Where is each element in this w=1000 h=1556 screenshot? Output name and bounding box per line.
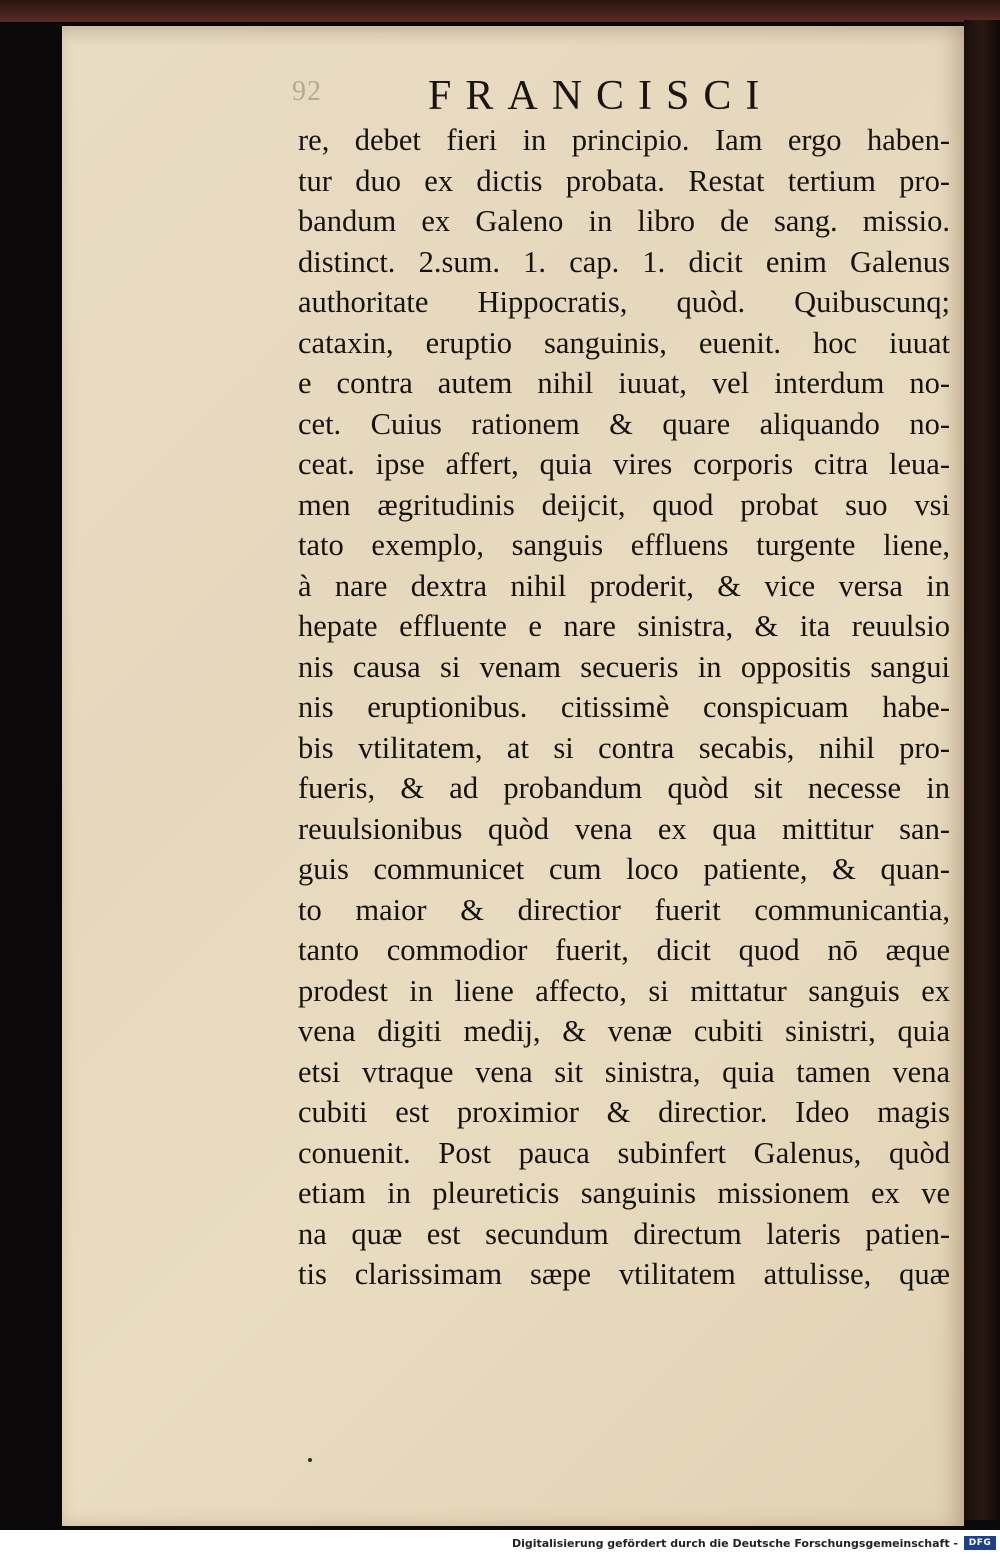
text-line: nis eruptionibus. citissimè conspicuam habe-	[298, 690, 950, 724]
body-text	[298, 120, 950, 1295]
text-line: conuenit. Post pauca subinfert Galenus, quòd	[298, 1135, 950, 1170]
text-line: tis clarissimam sæpe vtilitatem attulisse, quæ	[298, 1257, 950, 1291]
text-line: à nare dextra nihil proderit, & vice versa in	[298, 568, 950, 603]
text-line: fueris, & ad probandum quòd sit necesse in	[298, 771, 950, 805]
text-line: nis causa si venam secueris in oppositis sangui	[298, 649, 950, 684]
text-line: tur duo ex dictis probata. Restat tertium pro-	[298, 163, 950, 198]
page-number: 92	[292, 76, 322, 107]
funding-credit: Digitalisierung gefördert durch die Deutsche Forschungsgemeinschaft -	[511, 1537, 958, 1550]
text-line: etiam in pleureticis sanguinis missionem ex ve	[298, 1176, 950, 1210]
text-line: reuulsionibus quòd vena ex qua mittitur san-	[298, 811, 950, 846]
text-line: distinct. 2.sum. 1. cap. 1. dicit enim Galenus	[298, 244, 950, 279]
ink-speck	[308, 1458, 312, 1462]
text-line: cataxin, eruptio sanguinis, euenit. hoc iuuat	[298, 325, 950, 360]
text-line: ceat. ipse affert, quia vires corporis citra leua-	[298, 447, 950, 481]
text-line: tato exemplo, sanguis effluens turgente liene,	[298, 528, 950, 562]
text-line: vena digiti medij, & venæ cubiti sinistri, quia	[298, 1014, 950, 1048]
text-line: bandum ex Galeno in libro de sang. missio.	[298, 204, 950, 238]
text-line: men ægritudinis deijcit, quod probat suo vsi	[298, 487, 950, 522]
text-line: etsi vtraque vena sit sinistra, quia tamen vena	[298, 1054, 950, 1089]
book-fore-edge	[964, 20, 1000, 1520]
text-line: cet. Cuius rationem & quare aliquando no-	[298, 406, 950, 441]
book-top-edge	[0, 0, 1000, 22]
text-line: prodest in liene affecto, si mittatur sanguis ex	[298, 973, 950, 1008]
text-line: na quæ est secundum directum lateris patien-	[298, 1216, 950, 1251]
text-line: re, debet fieri in principio. Iam ergo haben-	[298, 123, 950, 157]
dfg-logo: DFG	[964, 1536, 996, 1550]
text-line: bis vtilitatem, at si contra secabis, nihil pro-	[298, 730, 950, 765]
running-head: FRANCISCI	[428, 73, 774, 119]
text-line: guis communicet cum loco patiente, & quan-	[298, 852, 950, 886]
text-line: cubiti est proximior & directior. Ideo magis	[298, 1095, 950, 1129]
text-line: authoritate Hippocratis, quòd. Quibuscunq;	[298, 285, 950, 319]
text-line: hepate effluente e nare sinistra, & ita reuulsio	[298, 609, 950, 643]
text-line: tanto commodior fuerit, dicit quod nō æque	[298, 933, 950, 967]
text-line: e contra autem nihil iuuat, vel interdum no-	[298, 366, 950, 400]
text-line: to maior & directior fuerit communicantia,	[298, 892, 950, 927]
